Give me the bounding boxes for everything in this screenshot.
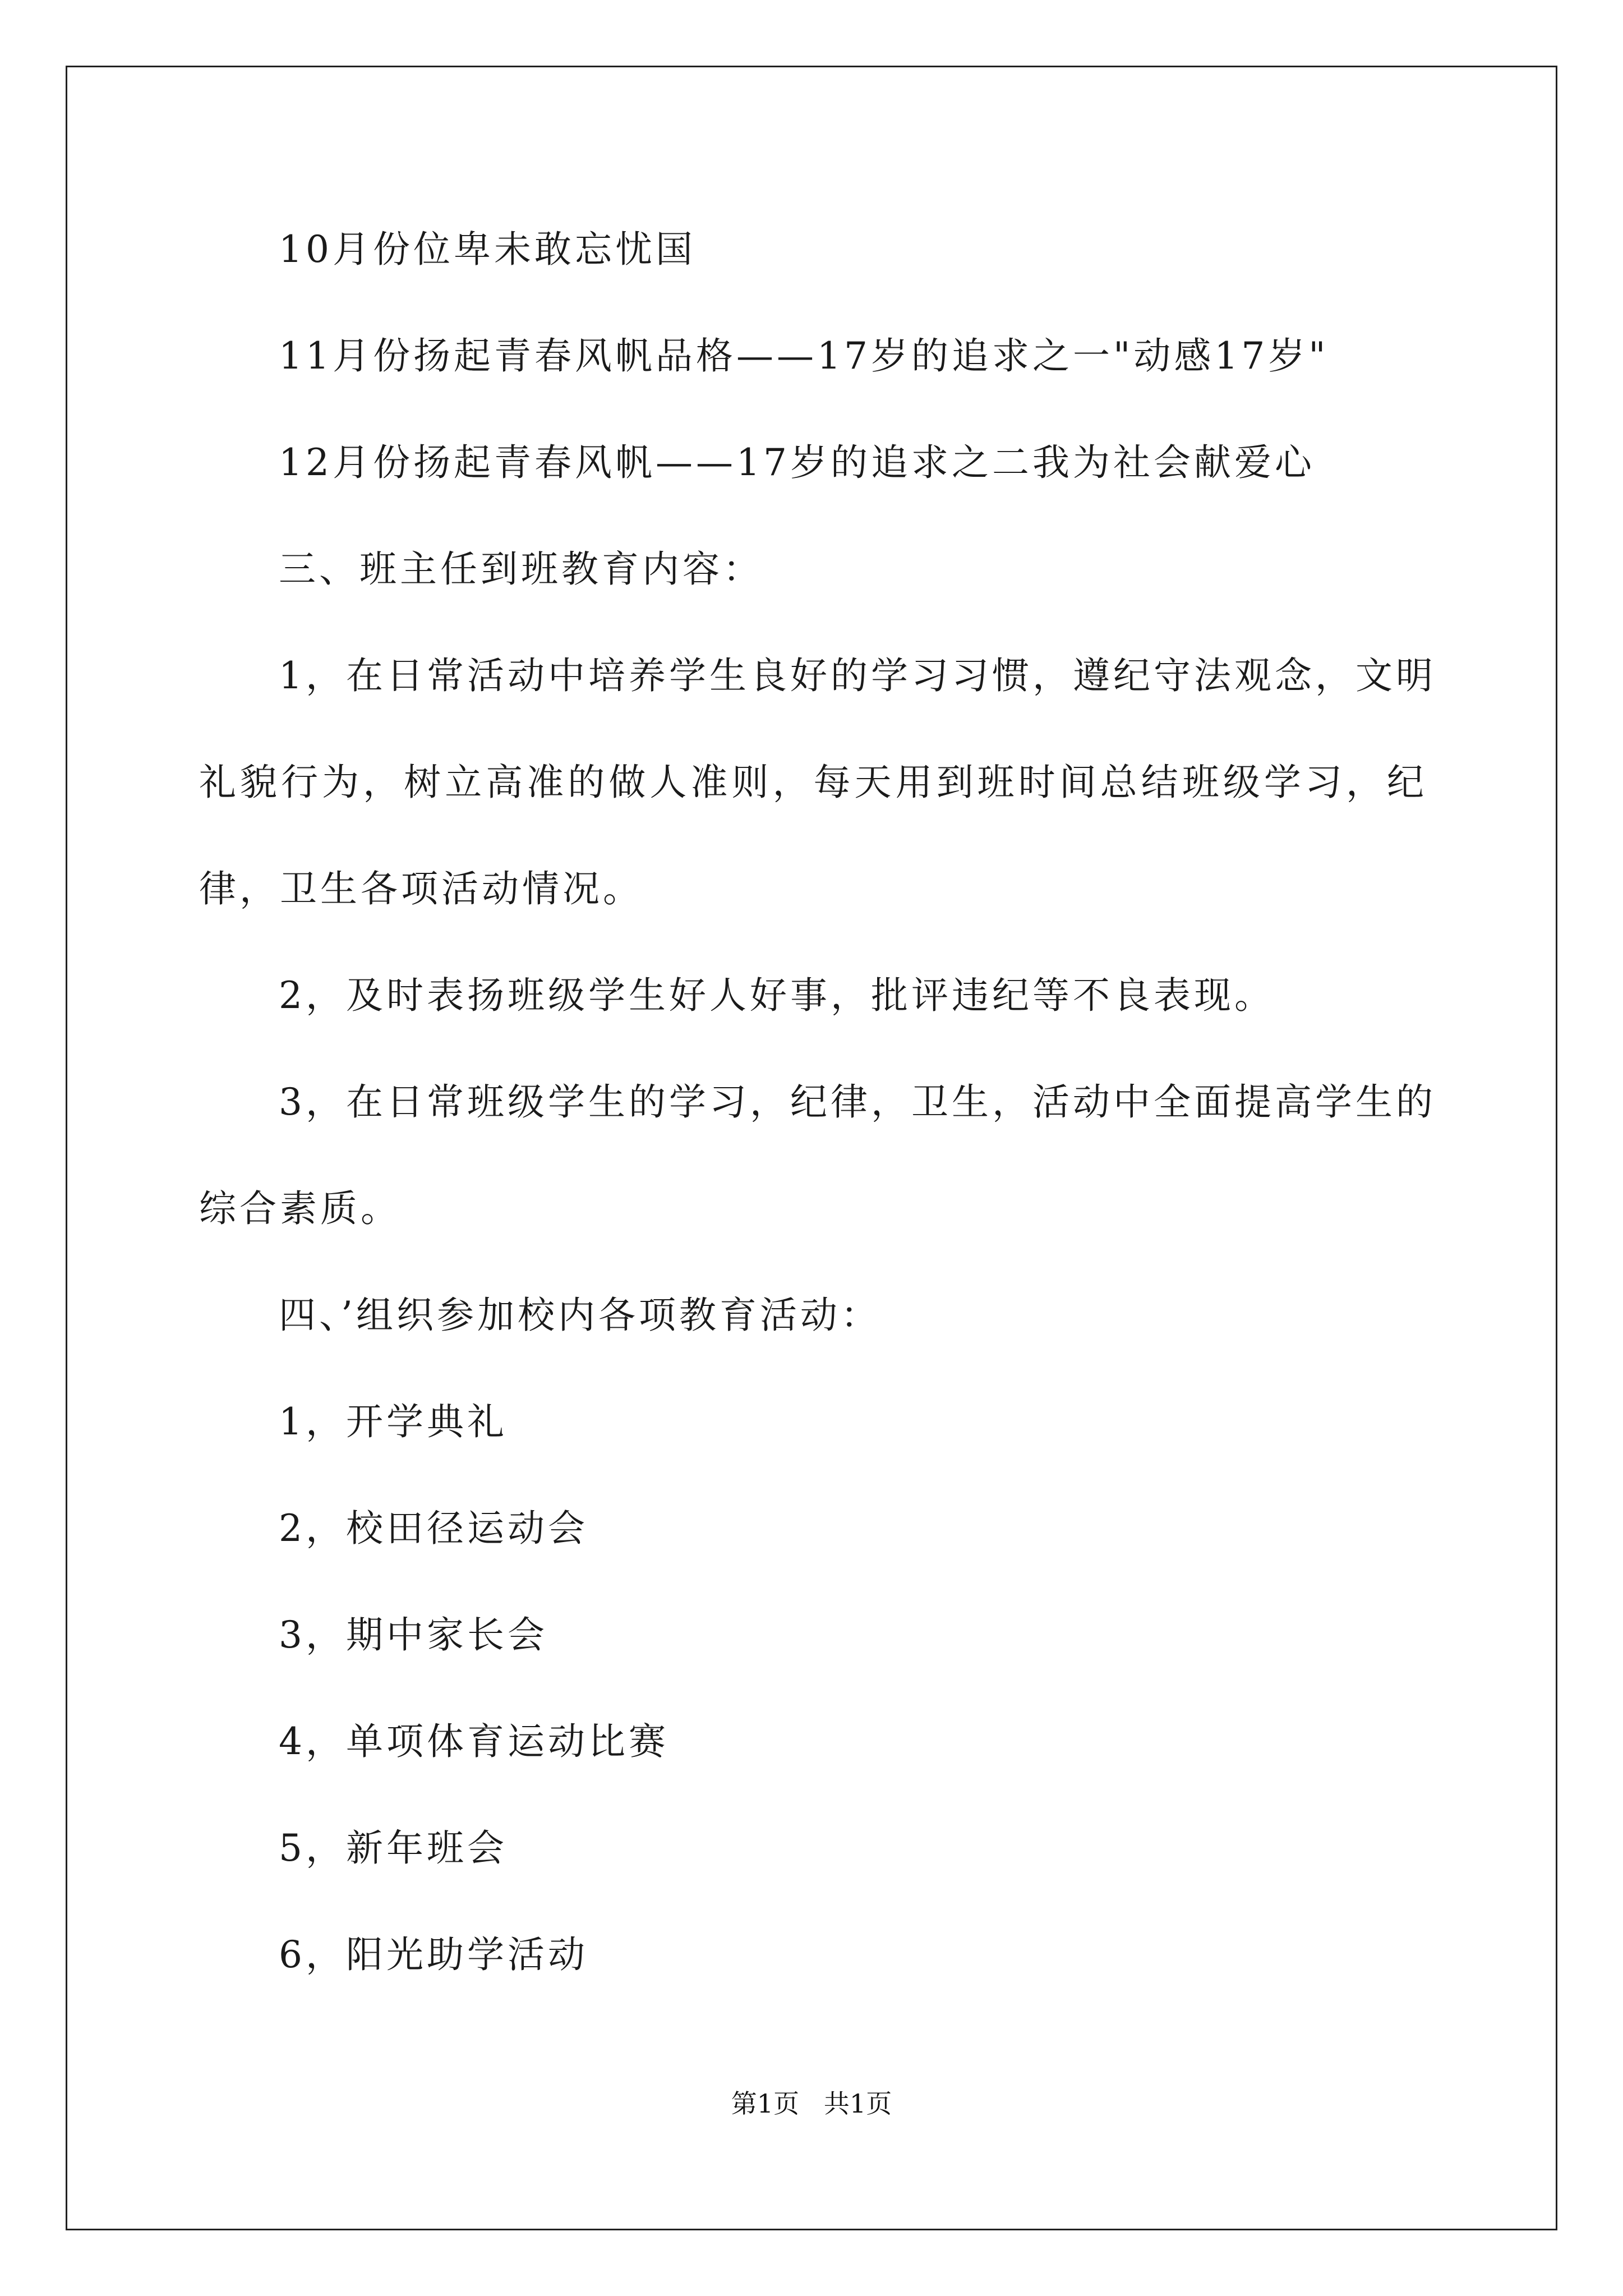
- body-line-1: 10月份位卑未敢忘忧国: [279, 228, 696, 271]
- body-line-3: 12月份扬起青春风帆——17岁的追求之二我为社会献爱心: [279, 441, 1315, 484]
- body-line-8: 2，及时表扬班级学生好人好事，批评违纪等不良表现。: [279, 974, 1275, 1017]
- body-line-9: 3，在日常班级学生的学习，纪律，卫生，活动中全面提高学生的: [279, 1080, 1436, 1124]
- list-item-4: 4，单项体育运动比赛: [279, 1720, 669, 1763]
- list-item-5: 5，新年班会: [279, 1826, 508, 1870]
- body-line-2: 11月份扬起青春风帆品格——17岁的追求之一"动感17岁": [279, 334, 1329, 378]
- list-item-3: 3，期中家长会: [279, 1613, 548, 1657]
- page-number-footer: 第1页 共1页: [731, 2088, 892, 2119]
- list-item-2: 2，校田径运动会: [279, 1507, 588, 1550]
- body-line-10: 综合素质。: [199, 1187, 401, 1230]
- section-heading-3: 三、班主任到班教育内容：: [279, 547, 763, 591]
- body-line-6: 礼貌行为，树立高准的做人准则，每天用到班时间总结班级学习，纪: [199, 761, 1427, 804]
- page-border: [66, 66, 1557, 2230]
- section-heading-4: 四、’组织参加校内各项教育活动：: [279, 1294, 881, 1337]
- list-item-6: 6，阳光助学活动: [279, 1933, 588, 1976]
- body-line-5: 1，在日常活动中培养学生良好的学习习惯，遵纪守法观念，文明: [279, 654, 1436, 697]
- body-line-7: 律，卫生各项活动情况。: [199, 867, 643, 910]
- list-item-1: 1，开学典礼: [279, 1400, 508, 1443]
